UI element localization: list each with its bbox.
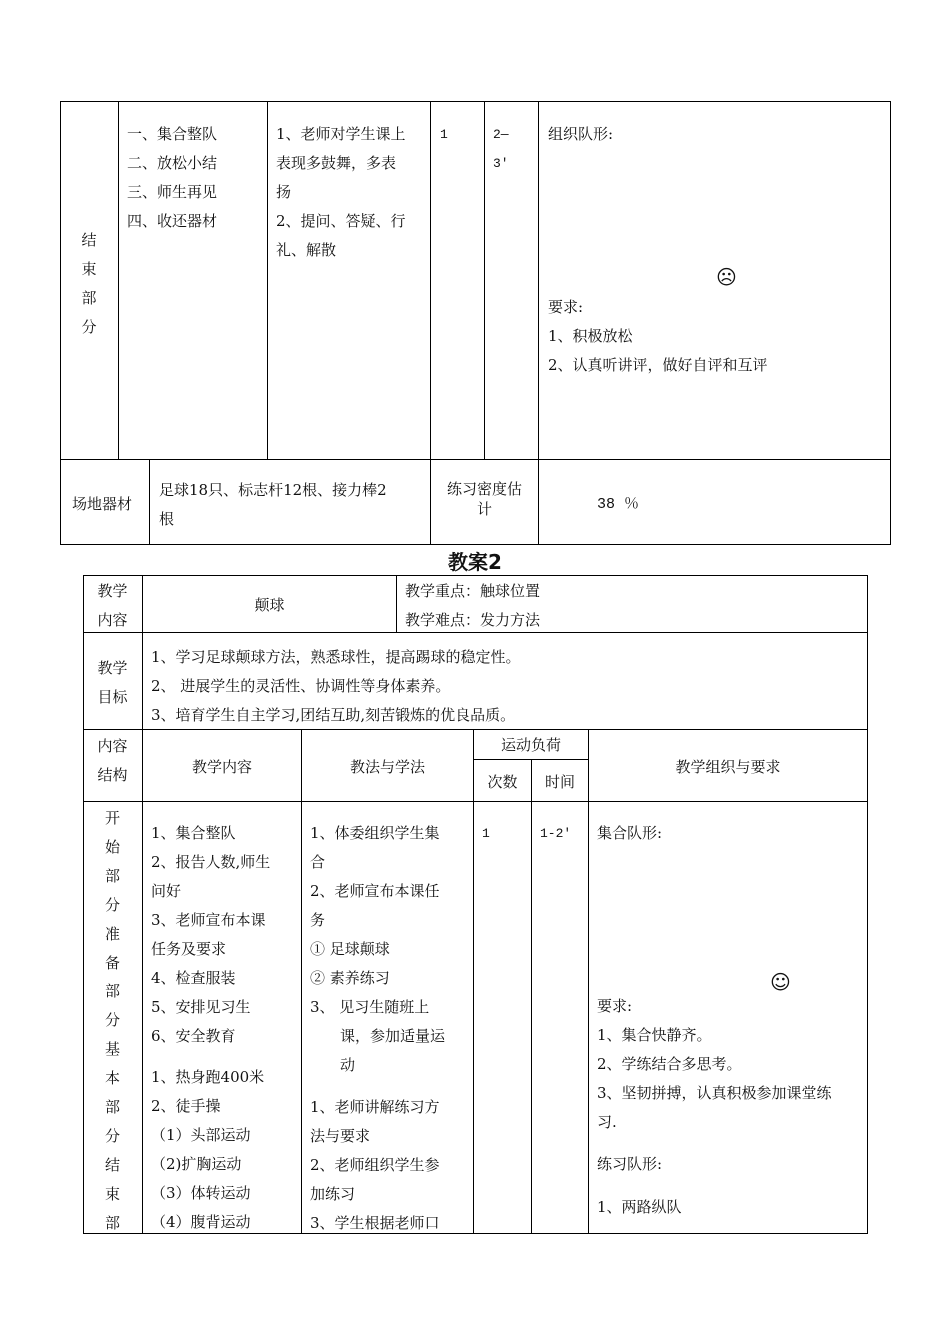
org-label-2: 集合队形: xyxy=(597,824,663,842)
org-label: 组织队形: xyxy=(548,125,614,143)
header-method: 教法与学法 xyxy=(349,758,425,776)
section-label: 结 束 部 分 xyxy=(81,231,97,336)
header-load: 运动负荷 xyxy=(500,736,561,754)
smile-face-icon: ☺ xyxy=(770,970,791,994)
requirements-2: 要求: 1、集合快静齐。 2、学练结合多思考。 3、坚韧拼搏，认真积极参加课堂练 习. xyxy=(597,997,832,1131)
content-part2: 1、热身跑400米 2、徒手操 （1）头部运动 （2)扩胸运动 （3）体转运动 （4）腹背运动 xyxy=(151,1068,265,1231)
practice-item: 1、两路纵队 xyxy=(597,1198,682,1216)
equipment-label: 场地器材 xyxy=(72,495,133,513)
goal-list: 1、学习足球颠球方法，熟悉球性，提高踢球的稳定性。 2、 进展学生的灵活性、协调性等身体素养。 3、培育学生自主学习,团结互助,刻苦锻炼的优良品质。 xyxy=(151,648,521,724)
header-org: 教学组织与要求 xyxy=(675,758,781,776)
equipment-value: 足球18只、标志杆12根、接力棒2 根 xyxy=(159,481,387,528)
method-part1: 1、体委组织学生集 合 2、老师宣布本课任 务 ① 足球颠球 ② 素养练习 3、 见习生随班上 课，参加适量运 动 xyxy=(310,824,446,1074)
sad-face-icon: ☹ xyxy=(716,265,737,289)
requirements: 要求: 1、积极放松 2、认真听讲评，做好自评和互评 xyxy=(548,298,768,374)
content-list: 一、集合整队 二、放松小结 三、师生再见 四、收还器材 xyxy=(127,125,218,230)
key-point: 教学重点：触球位置 教学难点：发力方法 xyxy=(405,582,541,629)
time-value-2: 1-2′ xyxy=(540,826,572,841)
content-label: 教学 内容 xyxy=(97,582,128,629)
time-value: 2— 3′ xyxy=(493,127,509,171)
goal-label: 教学 目标 xyxy=(97,659,128,706)
content-value: 颠球 xyxy=(254,596,285,614)
practice-label: 练习队形: xyxy=(597,1155,663,1173)
lesson-title: 教案2 xyxy=(448,550,502,574)
header-content: 教学内容 xyxy=(191,758,252,776)
header-structure: 内容 结构 xyxy=(97,737,128,784)
method-list: 1、老师对学生课上 表现多鼓舞，多表 扬 2、提问、答疑、行 礼、解散 xyxy=(276,125,406,259)
count-value: 1 xyxy=(440,127,448,142)
density-label: 练习密度估 计 xyxy=(446,480,522,518)
header-count: 次数 xyxy=(487,773,518,791)
section-chars: 开 始 部 分 准 备 部 分 基 本 部 分 结 束 部 xyxy=(104,809,120,1232)
header-time: 时间 xyxy=(544,773,575,791)
method-part2: 1、老师讲解练习方 法与要求 2、老师组织学生参 加练习 3、学生根据老师口 xyxy=(310,1098,440,1232)
density-value: 38 ％ xyxy=(597,496,640,513)
count-value-2: 1 xyxy=(482,826,490,841)
content-part1: 1、集合整队 2、报告人数,师生 问好 3、老师宣布本课 任务及要求 4、检查服装 5、安排见习生 6、安全教育 xyxy=(151,824,271,1045)
